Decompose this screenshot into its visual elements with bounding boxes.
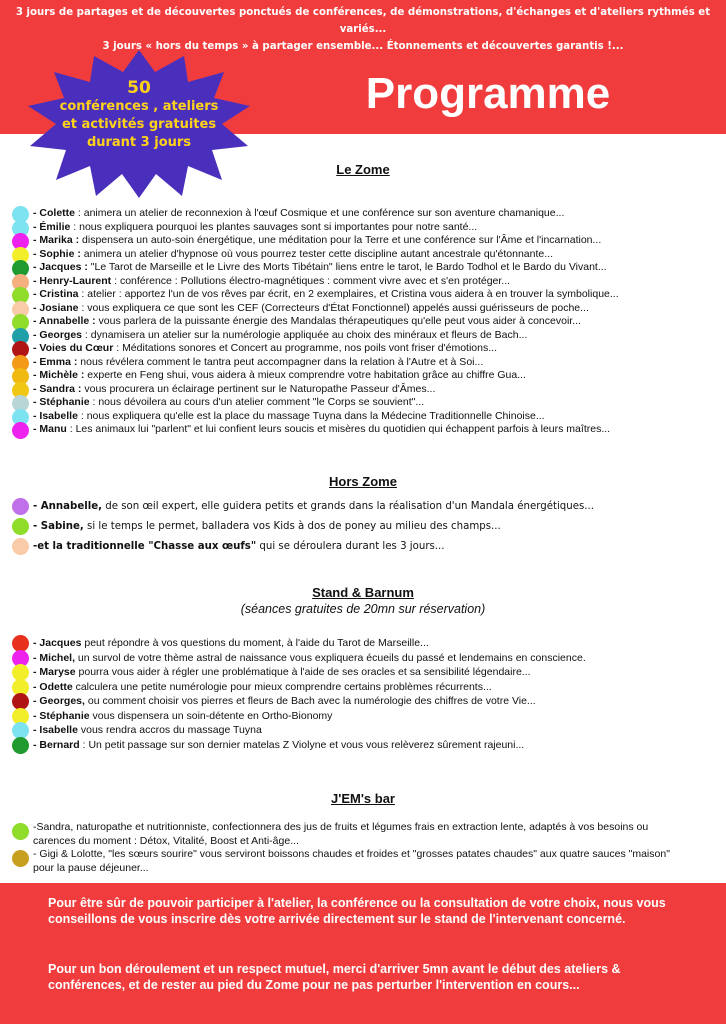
speaker-name: - Cristina <box>33 288 79 300</box>
speaker-name: - Isabelle <box>33 724 78 736</box>
item-description: vous procurera un éclairage pertinent sur le Naturopathe Passeur d'Âmes... <box>81 382 436 395</box>
stand-list <box>12 636 712 752</box>
list-item-text <box>33 221 477 235</box>
list-item <box>12 694 712 709</box>
item-description: : animera un atelier de reconnexion à l'œuf Cosmique et une conférence sur son aventure chamanique... <box>75 207 565 219</box>
list-item-text <box>33 396 424 410</box>
speaker-name: - Colette <box>33 207 75 219</box>
list-item <box>12 275 712 289</box>
list-item-text <box>33 342 497 356</box>
item-description: pourra vous aider à régler une problématique à l'aide de ses oracles et sa sensibilité légendaire... <box>75 666 531 678</box>
speaker-name: - Stéphanie <box>33 396 90 408</box>
list-item-text <box>33 329 527 343</box>
item-description: de son œil expert, elle guidera petits et grands dans la réalisation d'un Mandala énergétiques... <box>102 501 595 512</box>
footer-notice-1: Pour être sûr de pouvoir participer à l'atelier, la conférence ou la consultation de votre choix, nous vous conseillons de vous inscrire dès votre arrivée directement sur le stand de l'intervenant concerné. <box>48 896 666 926</box>
speaker-name: - Michèle : <box>33 369 85 381</box>
item-description: animera un atelier d'hypnose où vous pourrez tester cette discipline autant ancestrale qu'étonnante... <box>80 247 553 260</box>
speaker-name: - Maryse <box>33 666 76 678</box>
list-item <box>12 723 712 738</box>
item-description: "Le Tarot de Marseille et le Livre des Morts Tibétain" liens entre le tarot, le Bardo Todhol et le Bardo du Vivant... <box>87 261 607 273</box>
bullet-dot-icon <box>12 850 29 867</box>
section-title-bar: J'EM's bar <box>331 791 395 806</box>
speaker-name: - Henry-Laurent <box>33 274 112 287</box>
section-title-hors-zome: Hors Zome <box>329 474 397 489</box>
item-description: : Un petit passage sur son dernier matelas Z Violyne et vous vous relèverez sûrement rajeuni... <box>79 738 525 751</box>
item-description: nous révélera comment le tantra peut accompagner dans la relation à l'Autre et à Soi... <box>77 355 484 368</box>
list-item-text <box>33 261 607 275</box>
list-item-text <box>33 275 510 289</box>
speaker-name: - Sophie : <box>33 247 81 260</box>
list-item-text <box>33 497 594 517</box>
list-item-text <box>33 383 435 397</box>
speaker-name: - Bernard <box>33 738 80 751</box>
bar-list <box>12 821 712 875</box>
badge-line-1: conférences , ateliers <box>59 99 219 114</box>
badge-line-2: et activités gratuites <box>61 117 217 132</box>
list-item <box>12 651 712 666</box>
list-item-text <box>12 848 693 875</box>
list-item <box>12 302 712 316</box>
list-item-text <box>33 288 619 302</box>
section-title-stand: Stand & Barnum <box>312 585 414 600</box>
list-item <box>12 221 712 235</box>
list-item <box>12 680 712 695</box>
list-item-text <box>33 738 524 753</box>
list-item <box>12 665 712 680</box>
page-title: Programme <box>365 69 611 118</box>
item-description: : Méditations sonores et Concert au programme, nos poils vont friser d'émotions... <box>113 342 497 354</box>
bullet-dot-icon <box>12 518 29 535</box>
list-item-text <box>33 234 601 248</box>
section-title-zome: Le Zome <box>336 162 390 177</box>
list-item <box>12 329 712 343</box>
list-item <box>12 517 712 537</box>
list-item <box>12 356 712 370</box>
list-item <box>12 234 712 248</box>
zome-list <box>12 207 712 437</box>
list-item-text <box>33 248 553 262</box>
item-description: : conférence : Pollutions électro-magnétiques : comment vivre avec et s'en protéger... <box>111 274 511 287</box>
badge-line-3: durant 3 jours <box>86 135 192 150</box>
speaker-name: - Josiane <box>33 301 79 314</box>
item-description: : Les animaux lui "parlent" et lui confient leurs soucis et misères du quotidien qui échappent parfois à leurs maîtres... <box>66 423 611 435</box>
item-description: qui se déroulera durant les 3 jours... <box>256 541 445 552</box>
list-item <box>12 636 712 651</box>
item-description: si le temps le permet, balladera vos Kids à dos de poney au milieu des champs... <box>83 521 501 532</box>
footer-banner <box>0 883 726 1024</box>
list-item-text <box>33 356 483 370</box>
list-item-text <box>33 302 589 316</box>
bullet-dot-icon <box>12 823 29 840</box>
list-item-text <box>33 694 536 709</box>
speaker-name: - Georges <box>33 328 83 341</box>
speaker-name: - Marika : <box>33 234 80 246</box>
bullet-dot-icon <box>12 498 29 515</box>
speaker-name: - Annabelle, <box>33 501 103 512</box>
list-item <box>12 315 712 329</box>
list-item-text <box>33 207 564 221</box>
bullet-dot-icon <box>12 422 29 439</box>
speaker-name: - Georges, <box>33 695 85 707</box>
list-item <box>12 537 712 557</box>
item-description: : vous expliquera ce que sont les CEF (Correcteurs d'État Fonctionnel) appelés aussi guérisseurs de poche... <box>78 301 589 314</box>
speaker-name: - Jacques : <box>33 261 88 273</box>
intro-line-1: 3 jours de partages et de découvertes ponctués de conférences, de démonstrations, d'échanges et d'ateliers rythmés et variés... <box>15 7 711 35</box>
badge-text <box>52 78 226 152</box>
list-item-text <box>33 423 610 437</box>
bullet-dot-icon <box>12 737 29 754</box>
item-description: : atelier : apportez l'un de vos rêves par écrit, en 2 exemplaires, et Cristina vous aidera à en trouver la symbolique... <box>78 288 619 300</box>
item-description: : nous expliquera qu'elle est la place du massage Tuyna dans la Médecine Traditionnelle Chinoise... <box>77 409 545 422</box>
list-item <box>12 709 712 724</box>
list-item-text <box>33 410 545 424</box>
hors-zome-list <box>12 497 712 557</box>
speaker-name: - Isabelle <box>33 409 78 422</box>
item-description: , naturopathe et nutritionniste, confectionnera des jus de fruits et légumes frais en extraction lente, adaptés à vos besoins ou carences du moment : Détox, Vitalité, Boost et Anti-âge... <box>33 821 649 847</box>
list-item <box>12 410 712 424</box>
list-item <box>12 342 712 356</box>
item-description: dispensera un auto-soin énergétique, une méditation pour la Terre et une conférence sur l'Âme et l'incarnation... <box>79 234 602 246</box>
speaker-name: - Michel, <box>33 651 76 664</box>
list-item <box>12 821 712 848</box>
speaker-name: - Emma : <box>33 355 78 368</box>
list-item <box>12 369 712 383</box>
item-description: ou comment choisir vos pierres et fleurs de Bach avec la numérologie des chiffres de votre Vie... <box>84 695 536 707</box>
list-item-text <box>33 315 581 329</box>
footer-notice-2: Pour un bon déroulement et un respect mutuel, merci d'arriver 5mn avant le début des ateliers & conférences, et de rester au pied du Zome pour ne pas perturber l'intervention en cours... <box>48 962 621 992</box>
list-item-text <box>33 636 429 651</box>
item-description: vous dispensera un soin-détente en Ortho-Bionomy <box>89 709 333 722</box>
list-item-text <box>33 665 531 680</box>
item-description: , "les sœurs sourire" vous serviront boissons chaudes et froides et "grosses patates chaudes" aux quatre sauces "maison" pour la pause déjeuner... <box>33 848 670 874</box>
badge-number: 50 <box>127 78 151 98</box>
item-description: un survol de votre thème astral de naissance vous expliquera écueils du passé et lendemains en conscience. <box>75 651 586 664</box>
item-description: peut répondre à vos questions du moment, à l'aide du Tarot de Marseille... <box>81 637 429 649</box>
list-item <box>12 396 712 410</box>
list-item <box>12 383 712 397</box>
speaker-name: - Sandra : <box>33 382 82 395</box>
speaker-name: - Annabelle : <box>33 315 96 327</box>
item-description: vous parlera de la puissante énergie des Mandalas thérapeutiques qu'elle peut vous aider à concevoir... <box>95 315 581 327</box>
intro-line-2: 3 jours « hors du temps » à partager ensemble... Étonnements et découvertes garantis !... <box>102 41 624 52</box>
item-description: calculera une petite numérologie pour mieux comprendre certains problèmes récurrents... <box>72 680 492 693</box>
list-item-text <box>33 517 501 537</box>
item-description: : nous dévoilera au cours d'un atelier comment "le Corps se souvient"... <box>89 396 425 408</box>
list-item-text <box>33 537 445 557</box>
list-item-text <box>33 369 526 383</box>
list-item <box>12 738 712 753</box>
list-item-text <box>12 821 693 848</box>
bullet-dot-icon <box>12 538 29 555</box>
list-item <box>12 207 712 221</box>
list-item-text <box>33 723 262 738</box>
speaker-name: - Sabine, <box>33 521 84 532</box>
speaker-name: - Odette <box>33 680 73 693</box>
list-item <box>12 288 712 302</box>
speaker-name: - Jacques <box>33 637 82 649</box>
speaker-name: -Sandra <box>33 821 71 833</box>
speaker-name: - Stéphanie <box>33 709 90 722</box>
list-item <box>12 423 712 437</box>
list-item <box>12 261 712 275</box>
speaker-name: - Gigi & Lolotte <box>33 848 103 860</box>
item-description: : nous expliquera pourquoi les plantes sauvages sont si importantes pour notre santé... <box>70 220 478 233</box>
item-description: vous rendra accros du massage Tuyna <box>77 724 262 736</box>
list-item-text <box>33 680 492 695</box>
list-item <box>12 248 712 262</box>
list-item <box>12 497 712 517</box>
item-description: : dynamisera un atelier sur la numérologie appliquée au choix des minéraux et fleurs de Bach... <box>82 328 528 341</box>
list-item-text <box>33 709 332 724</box>
list-item-text <box>33 651 586 666</box>
item-description: experte en Feng shui, vous aidera à mieux comprendre votre habitation grâce au chiffre Gua... <box>84 369 526 381</box>
speaker-name: - Émilie <box>33 220 71 233</box>
list-item <box>12 848 712 875</box>
speaker-name: -et la traditionnelle "Chasse aux œufs" <box>33 541 257 552</box>
speaker-name: - Manu <box>33 423 67 435</box>
speaker-name: - Voies du Cœur <box>33 342 114 354</box>
stand-subtitle: (séances gratuites de 20mn sur réservation) <box>240 602 486 616</box>
